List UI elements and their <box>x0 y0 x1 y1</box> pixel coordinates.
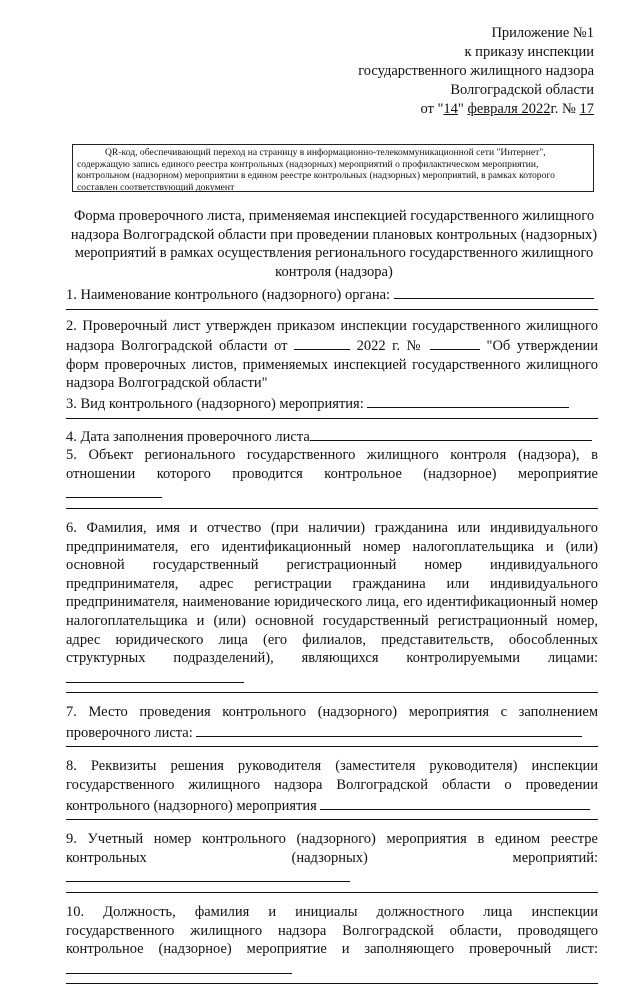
date-month-year: февраля 2022 <box>467 101 551 117</box>
item-4-field[interactable] <box>310 426 592 441</box>
item-3 <box>66 393 598 414</box>
item-8-field[interactable] <box>320 795 590 810</box>
item-2-order-title: "Об утверждении форм проверочных листов, применяемых инспекцией государственного жилищного надзора Волгоградской области" <box>66 338 599 392</box>
item-10-label: 10. Должность, фамилия и инициалы должностного лица инспекции государственного жилищного надзора Волгоградской области, проводящего контрольное (надзорное) мероприятие и заполняющего проверочный лист: <box>66 904 598 958</box>
item-10-field[interactable] <box>66 959 292 974</box>
qr-box-text: QR-код, обеспечивающий переход на страницу в информационно-телекоммуникационной сети "Интернет", содержащую запись единого реестра контрольных (надзорных) мероприятий о профилактическом мероприятии, контрольном (надзорном) мероприятии в едином реестре контрольных (надзорных) мероприятий, в рамках которого составлен соответствующий документ <box>77 147 555 193</box>
item-1-label: 1. Наименование контрольного (надзорного) органа: <box>66 287 391 303</box>
appendix-authority: государственного жилищного надзора <box>358 63 594 79</box>
item-7-field[interactable] <box>196 722 582 737</box>
form-body <box>66 284 598 984</box>
item-6-field[interactable] <box>66 668 244 683</box>
item-2-year: 2022 г. № <box>356 338 424 355</box>
item-5 <box>66 446 598 504</box>
item-9-field[interactable] <box>66 867 350 882</box>
item-10 <box>66 903 598 979</box>
item-4-label: 4. Дата заполнения проверочного листа <box>66 428 310 445</box>
item-9 <box>66 830 598 888</box>
item-2-label: 2. Проверочный лист утвержден приказом инспекции государственного жилищного надзора Волгоградской области от <box>66 317 598 355</box>
appendix-header <box>314 24 594 119</box>
date-prefix: от " <box>420 101 444 117</box>
appendix-order: к приказу инспекции <box>464 44 594 60</box>
form-title: Форма проверочного листа, применяемая инспекцией государственного жилищного надзора Волгоградской области при проведении плановых контрольных (надзорных) мероприятий в рамках осуществления регионального государственного жилищного контроля (надзора) <box>70 208 598 280</box>
item-5-label: 5. Объект регионального государственного жилищного контроля (надзора), в отношении которого проводится контрольное (надзорное) мероприятие <box>66 447 598 482</box>
item-2-number-field[interactable] <box>430 335 480 350</box>
item-6 <box>66 519 598 688</box>
order-number: 17 <box>579 101 594 117</box>
item-6-label: 6. Фамилия, имя и отчество (при наличии) гражданина или индивидуального предпринимателя, его идентификационный номер налогоплательщика и (или) основной государственный регистрационный номер индивидуального предпринимателя, адрес регистрации гражданина или индивидуального предпринимателя, наименование юридического лица, его идентификационный номер налогоплательщика и (или) основной государственный регистрационный номер, адрес юридического лица (его филиалов, представительств, обособленных структурных подразделений), являющихся контролируемыми лицами: <box>66 519 598 667</box>
date-suffix: г. № <box>550 101 580 117</box>
item-4 <box>66 426 598 447</box>
item-7 <box>66 703 598 742</box>
item-9-label: 9. Учетный номер контрольного (надзорного) мероприятия в едином реестре контрольных (надзорных) мероприятий: <box>66 831 598 866</box>
appendix-date-line <box>314 100 594 119</box>
item-8-label: 8. Реквизиты решения руководителя (заместителя руководителя) инспекции государственного жилищного надзора Волгоградской области о проведении контрольного (надзорного) мероприятия <box>66 758 598 814</box>
item-2-date-field[interactable] <box>294 335 350 350</box>
appendix-region: Волгоградской области <box>450 82 594 98</box>
item-7-label: 7. Место проведения контрольного (надзорного) мероприятия с заполнением проверочного листа: <box>66 704 598 741</box>
item-3-label: 3. Вид контрольного (надзорного) мероприятия: <box>66 395 364 412</box>
item-1-field[interactable] <box>394 284 594 299</box>
item-8 <box>66 757 598 815</box>
appendix-title: Приложение №1 <box>491 25 594 41</box>
date-day: 14 <box>443 101 458 117</box>
item-1 <box>66 284 598 305</box>
item-2 <box>66 317 598 393</box>
date-mid: " <box>457 101 468 117</box>
qr-code-box <box>72 144 594 192</box>
item-5-field[interactable] <box>66 483 162 498</box>
item-3-field[interactable] <box>367 393 569 408</box>
